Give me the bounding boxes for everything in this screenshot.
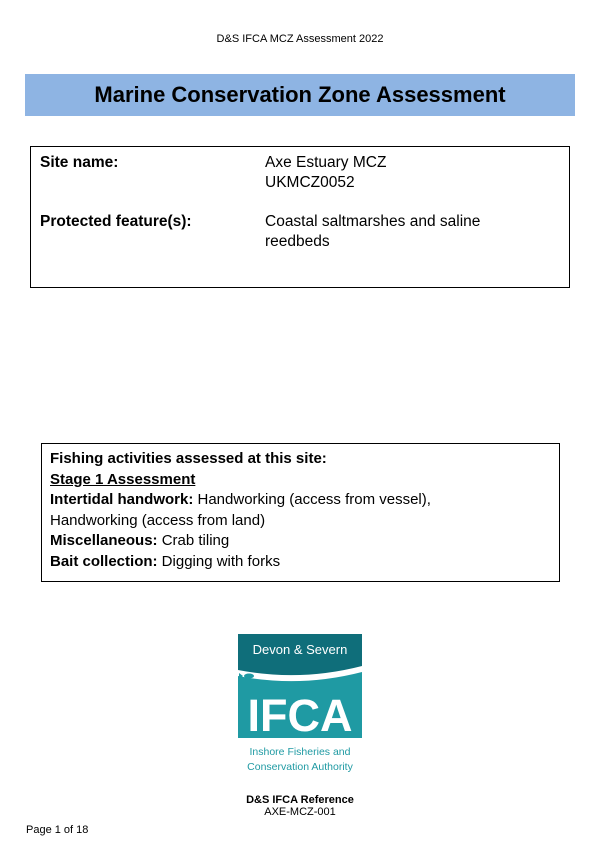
misc-label: Miscellaneous: [50,532,158,549]
intertidal-label: Intertidal handwork: [50,491,194,508]
bait-value: Digging with forks [157,552,281,570]
site-name-value [265,153,555,193]
document-title-text: Marine Conservation Zone Assessment [94,82,506,107]
bait-row [50,552,559,573]
reference-label: D&S IFCA Reference [246,794,354,806]
protected-feature-label: Protected feature(s): [40,213,192,230]
fishing-activities-box [41,443,560,582]
misc-row [50,531,559,552]
intertidal-row [50,490,559,511]
logo-sub-line: Conservation Authority [247,761,353,773]
site-code-line: UKMCZ0052 [265,174,355,191]
feature-line: reedbeds [265,233,330,250]
ifca-logo [234,632,366,783]
stage-heading: Stage 1 Assessment [50,470,196,488]
bait-label: Bait collection: [50,552,158,570]
document-title [25,74,575,116]
running-header: D&S IFCA MCZ Assessment 2022 [216,33,384,45]
site-name-line: Axe Estuary MCZ [265,154,387,171]
ifca-logo-graphic [234,632,366,778]
reference-code: AXE-MCZ-001 [264,806,336,818]
logo-sub-line: Inshore Fisheries and [249,746,351,758]
misc-value: Crab tiling [157,532,230,549]
intertidal-value-continued: Handworking (access from land) [50,511,266,529]
site-name-label: Site name: [40,154,119,171]
logo-top-text: Devon & Severn [252,642,348,657]
feature-line: Coastal saltmarshes and saline [265,213,481,230]
reference-block [0,794,600,818]
logo-main-text: IFCA [247,690,353,741]
activities-heading: Fishing activities assessed at this site: [50,450,327,467]
protected-feature-value [265,212,555,252]
site-info-box [30,146,570,288]
intertidal-value: Handworking (access from vessel), [193,491,431,508]
page-number: Page 1 of 18 [26,824,89,836]
